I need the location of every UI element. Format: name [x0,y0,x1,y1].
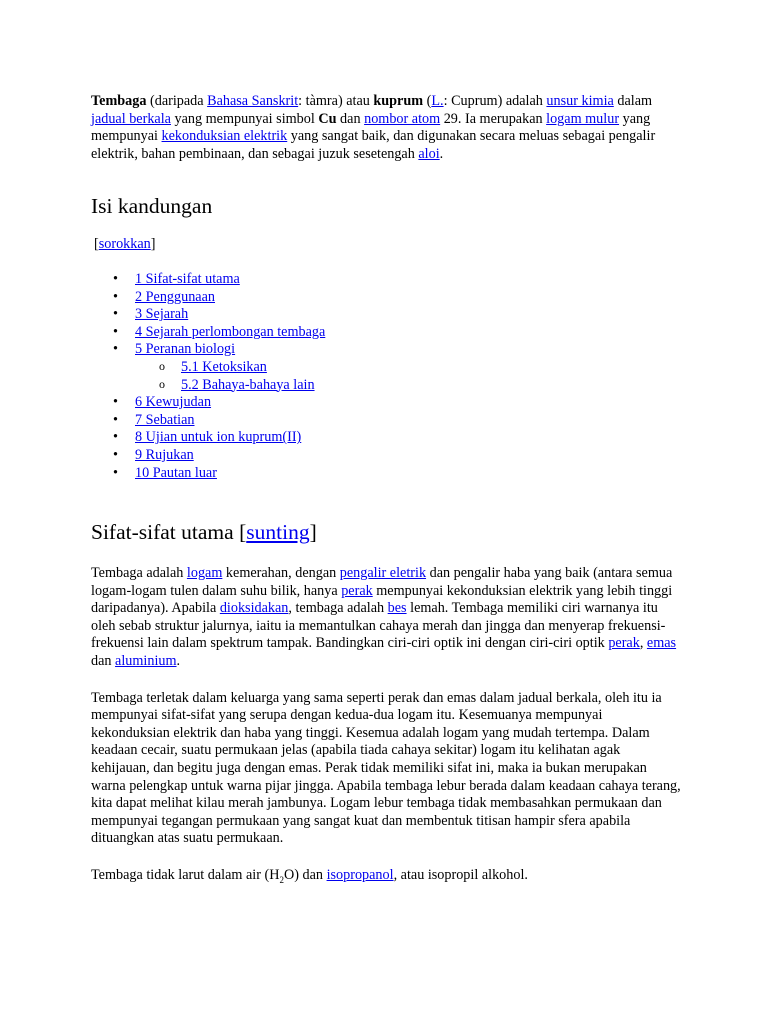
toc-subitem [91,377,681,395]
intro-text: ( [423,93,432,109]
edit-section-link[interactable]: sunting [246,520,310,545]
section-paragraph [91,867,681,885]
link-dioksidakan[interactable]: dioksidakan [219,600,289,617]
body-text: , tembaga adalah [288,600,388,617]
body-text: dan pengalir haba yang baik (antara semua logam-logam tulen dalam suhu bilik, hanya [91,565,673,599]
body-text: lemah. Tembaga memiliki ciri warnanya itu oleh sebab struktur jalurnya, iaitu ia memantulkan cahaya merah dan jingga dan menyerap frekuensi-frekuensi lain dalam spektrum tampak. Bandingkan ciri-ciri optik ini dengan ciri-ciri optik [91,600,666,652]
kuprum-term: kuprum [373,93,424,109]
toc-link-penggunaan[interactable]: 2 Penggunaan [135,288,215,305]
bracket-close: ] [309,520,317,545]
toc-heading: Isi kandungan [91,194,213,219]
intro-text: (daripada [146,93,208,109]
toc-item [91,341,681,359]
link-emas[interactable]: emas [646,635,677,652]
intro-text: : Cuprum) adalah [443,93,547,109]
section-paragraph [91,565,681,671]
intro-text: yang sangat baik, dan digunakan secara meluas sebagai pengalir elektrik, bahan pembinaan, dan sebagai juzuk sesetengah [91,128,656,162]
link-isopropanol[interactable]: isopropanol [326,867,394,883]
toc-link-sejarah-perlombongan[interactable]: 4 Sejarah perlombongan tembaga [135,323,326,340]
intro-text: dalam [613,93,653,109]
link-bes[interactable]: bes [387,600,407,617]
body-text: , [639,635,647,652]
toc-item [91,465,681,483]
section-heading [91,519,681,545]
intro-text: dan [336,110,365,127]
subscript: 2 [279,874,284,885]
intro-paragraph [91,93,681,163]
toc-item [91,289,681,307]
body-text: . [176,653,181,670]
body-text: , atau isopropil alkohol. [393,867,528,883]
link-aluminium[interactable]: aluminium [115,653,177,670]
toc-subitem [91,359,681,377]
body-text: O) dan [284,867,327,883]
intro-text: yang mempunyai [91,110,651,145]
toc-link-sifat[interactable]: 1 Sifat-sifat utama [135,270,240,287]
link-perak[interactable]: perak [341,582,373,599]
article-term: Tembaga [91,93,147,109]
toc-link-bahaya[interactable]: 5.2 Bahaya-bahaya lain [181,376,315,393]
intro-text: 29. Ia merupakan [440,110,547,127]
toc-link-ketoksikan[interactable]: 5.1 Ketoksikan [181,358,267,375]
body-text: mempunyai kekonduksian elektrik yang lebih tinggi daripadanya). Apabila [91,582,673,617]
link-unsur-kimia[interactable]: unsur kimia [546,93,614,109]
link-jadual-berkala[interactable]: jadual berkala [91,110,171,127]
toc-link-ujian[interactable]: 8 Ujian untuk ion kuprum(II) [135,429,302,446]
toc-item [91,429,681,447]
symbol-cu: Cu [318,110,337,127]
toc-link-peranan-biologi[interactable]: 5 Peranan biologi [135,341,236,358]
body-text: kemerahan, dengan [222,565,340,582]
toc-item [91,306,681,324]
link-logam-mulur[interactable]: logam mulur [546,110,620,127]
intro-text: . [439,145,444,162]
bracket-close: ] [150,236,156,253]
link-nombor-atom[interactable]: nombor atom [364,110,441,127]
link-logam[interactable]: logam [186,565,223,582]
toc-item [91,271,681,289]
toc-link-sejarah[interactable]: 3 Sejarah [135,306,189,323]
link-kekonduksian-elektrik[interactable]: kekonduksian elektrik [161,128,288,145]
body-text: Tembaga tidak larut dalam air (H [91,867,280,883]
toc-item [91,412,681,430]
link-latin[interactable]: L. [431,93,444,109]
intro-text: : tàmra) atau [298,93,374,109]
bracket-open: [ [94,236,99,253]
link-perak-2[interactable]: perak [608,635,640,652]
bracket-open: [ [233,520,247,545]
article-content [91,93,681,885]
toc-item [91,324,681,342]
toc-item [91,394,681,412]
toc-link-rujukan[interactable]: 9 Rujukan [135,446,194,463]
toc-link-sebatian[interactable]: 7 Sebatian [135,411,195,428]
toc-toggle [94,236,681,254]
section-title: Sifat-sifat utama [91,520,234,545]
link-bahasa-sanskrit[interactable]: Bahasa Sanskrit [207,93,299,109]
section-paragraph: Tembaga terletak dalam keluarga yang sama seperti perak dan emas dalam jadual berkala, oleh itu ia mempunyai sifat-sifat yang serupa dengan kedua-dua logam itu. Kesemuanya mempunyai kekonduksian elektrik dan haba yang tinggi. Kesemua adalah logam yang mudah tertempa. Dalam keadaan cecair, suatu permukaan jelas (apabila tiada cahaya sekitar) logam itu kelihatan agak kehijauan, dan begitu juga dengan emas. Perak tidak memiliki sifat ini, maka ia bukan merupakan warna pelengkap untuk warna pijar jingga. Apabila tembaga lebur berada dalam keadaan cahaya terang, kita dapat melihat kilau merah jambunya. Logam lebur tembaga tidak membasahkan permukaan dan mempunyai tegangan permukaan yang sangat kuat dan membentuk titisan hampir sfera apabila dituangkan atas suatu permukaan. [91,689,681,847]
link-pengalir-eletrik[interactable]: pengalir eletrik [339,565,427,582]
toc-link-pautan-luar[interactable]: 10 Pautan luar [135,464,217,481]
body-text: dan [91,653,116,670]
toc-link-kewujudan[interactable]: 6 Kewujudan [135,394,212,411]
link-aloi[interactable]: aloi [418,145,440,162]
toc-list [91,271,681,482]
toc-item [91,447,681,465]
toc-hide-link[interactable]: sorokkan [98,236,151,253]
intro-text: yang mempunyai simbol [170,110,319,127]
body-text: Tembaga adalah [91,565,187,582]
